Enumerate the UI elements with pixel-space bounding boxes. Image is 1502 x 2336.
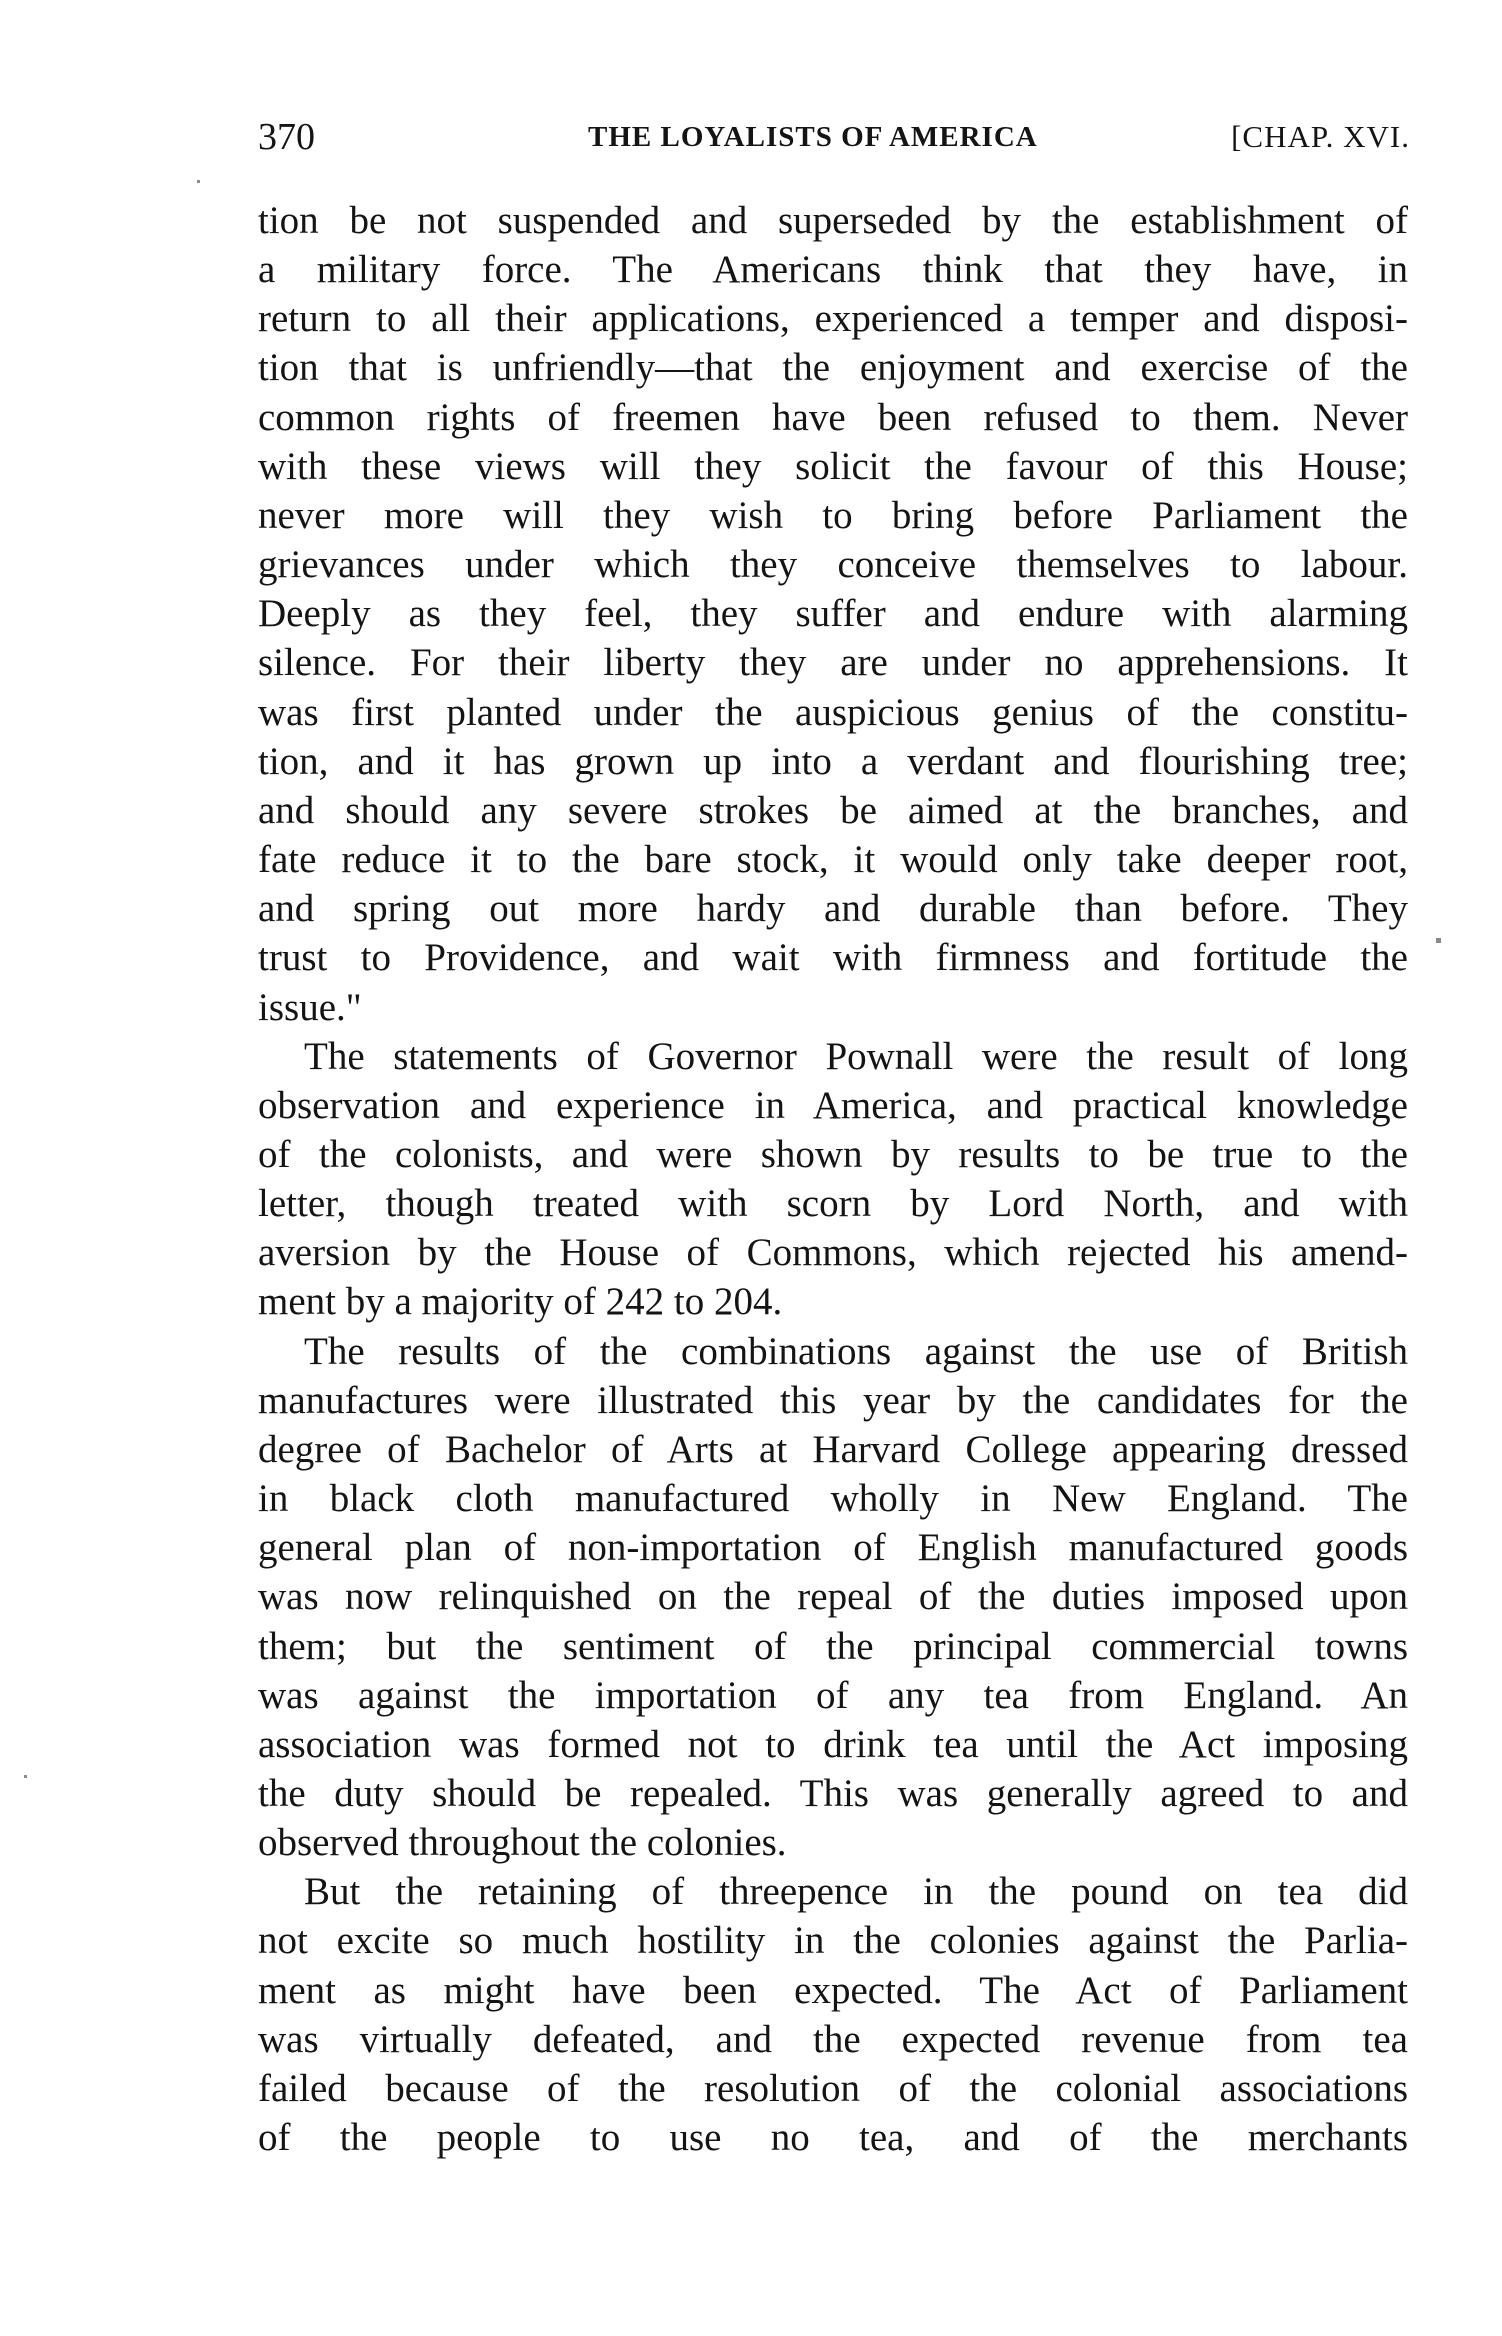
text-line: The statements of Governor Pownall were the result of long <box>304 1034 1408 1078</box>
text-line: was now relinquished on the repeal of the duties imposed upon <box>258 1575 1408 1619</box>
text-line: with these views will they solicit the favour of this House; <box>258 444 1408 488</box>
running-header <box>258 112 1410 162</box>
text-line: and should any severe strokes be aimed at the branches, and <box>258 788 1408 832</box>
text-line: observed throughout the colonies. <box>258 1821 787 1865</box>
text-line: manufactures were illustrated this year by the candidates for the <box>258 1378 1408 1422</box>
text-line: letter, though treated with scorn by Lord North, and with <box>258 1182 1408 1226</box>
text-line: tion that is unfriendly—that the enjoyment and exercise of the <box>258 346 1408 390</box>
paragraph-pownall-statements <box>258 1032 1408 1327</box>
text-line: degree of Bachelor of Arts at Harvard College appearing dressed <box>258 1427 1408 1471</box>
text-line: issue." <box>258 985 362 1029</box>
paragraph-british-manufactures <box>258 1327 1408 1868</box>
text-line: in black cloth manufactured wholly in New England. The <box>258 1477 1408 1521</box>
text-line: association was formed not to drink tea until the Act imposing <box>258 1722 1408 1766</box>
scan-speck <box>24 1775 27 1778</box>
text-line: ment as might have been expected. The Act of Parliament <box>258 1968 1408 2012</box>
text-line: return to all their applications, experienced a temper and disposi- <box>258 297 1408 341</box>
text-line: was virtually defeated, and the expected revenue from tea <box>258 2017 1408 2061</box>
text-line: fate reduce it to the bare stock, it would only take deeper root, <box>258 838 1408 882</box>
chapter-label: [CHAP. XVI. <box>1231 119 1410 154</box>
text-line: general plan of non-importation of English manufactured goods <box>258 1526 1408 1570</box>
paragraph-threepence-tea <box>258 1867 1408 2162</box>
text-line: and spring out more hardy and durable than before. They <box>258 887 1408 931</box>
text-line: But the retaining of threepence in the pound on tea did <box>304 1870 1408 1914</box>
text-line: not excite so much hostility in the colonies against the Parlia- <box>258 1919 1408 1963</box>
text-line: grievances under which they conceive themselves to labour. <box>258 543 1408 587</box>
text-line: observation and experience in America, and practical knowledge <box>258 1083 1408 1127</box>
text-line: silence. For their liberty they are under no apprehensions. It <box>258 641 1408 685</box>
text-line: failed because of the resolution of the colonial associations <box>258 2066 1408 2110</box>
text-line: was first planted under the auspicious genius of the constitu- <box>258 690 1408 734</box>
scan-speck <box>1436 938 1441 943</box>
text-line: of the people to use no tea, and of the merchants <box>258 2116 1408 2160</box>
text-line: aversion by the House of Commons, which rejected his amend- <box>258 1231 1408 1275</box>
text-line: ment by a majority of 242 to 204. <box>258 1280 783 1324</box>
running-title: THE LOYALISTS OF AMERICA <box>588 121 1038 153</box>
text-line: common rights of freemen have been refused to them. Never <box>258 395 1408 439</box>
text-line: tion be not suspended and superseded by the establishment of <box>258 199 1408 242</box>
text-line: a military force. The Americans think that they have, in <box>258 248 1408 292</box>
body-text <box>258 196 1408 2162</box>
paragraph-quote-continuation <box>258 196 1408 1032</box>
text-line: Deeply as they feel, they suffer and endure with alarming <box>258 592 1408 636</box>
text-line: The results of the combinations against the use of British <box>304 1329 1408 1373</box>
text-line: the duty should be repealed. This was generally agreed to and <box>258 1772 1408 1815</box>
text-line: trust to Providence, and wait with firmness and fortitude the <box>258 936 1408 980</box>
text-line: them; but the sentiment of the principal commercial towns <box>258 1624 1408 1668</box>
text-line: of the colonists, and were shown by results to be true to the <box>258 1132 1408 1176</box>
scan-speck <box>197 180 200 183</box>
text-line: never more will they wish to bring before Parliament the <box>258 493 1408 537</box>
text-line: tion, and it has grown up into a verdant and flourishing tree; <box>258 739 1408 783</box>
page-number: 370 <box>258 116 315 158</box>
text-line: was against the importation of any tea from England. An <box>258 1673 1408 1717</box>
